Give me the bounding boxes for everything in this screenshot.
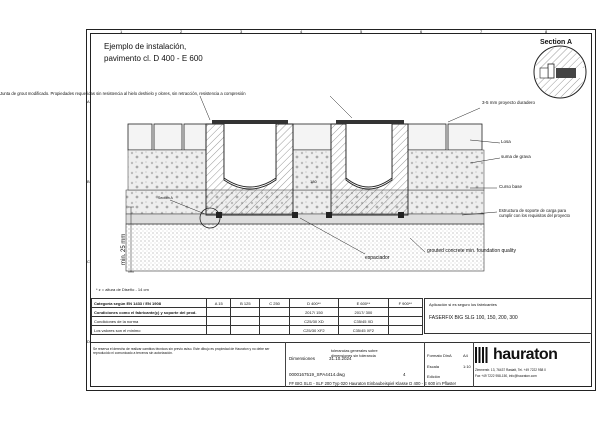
tb-date: 31.10.2024 [329, 356, 352, 361]
divider [424, 342, 425, 387]
tb-cell [388, 317, 422, 326]
tb-cell [260, 326, 289, 335]
tb-cell: E 600** [339, 299, 388, 308]
channel-left [206, 120, 293, 215]
top-note: Junta de grout modificado. Propiedades requeridas sin resistencia al hielo deshielo y olores, sin retracción, resistencia a compresión [0, 91, 246, 96]
callout-suma-grava: suma de grava [501, 154, 531, 159]
footnote: * z = altura de Diseño - 14 cm [96, 287, 149, 292]
grid-label: 7 [480, 29, 483, 34]
tb-date-label: Dimensiones [289, 356, 316, 361]
callout-losa: Losa [501, 139, 511, 144]
tb-cell: C 250 [260, 299, 289, 308]
tb-general: tolerancias generales sobre dimensiones sin tolerancia [331, 349, 378, 358]
callout-section-small: Section A [158, 196, 173, 200]
tb-scale-label: Escala [427, 364, 440, 369]
tb-cell: C35/45 XD [339, 317, 388, 326]
divider [473, 342, 474, 387]
tb-cell [207, 326, 231, 335]
tb-drawing-no: 0000167519_SPA4414.dwg [289, 372, 345, 377]
tb-cell [388, 326, 422, 335]
tb-cell: C25/30 XF2 [289, 326, 338, 335]
company-name: hauraton [493, 346, 558, 363]
callout-180: 180 [310, 179, 317, 184]
tb-cell [207, 317, 231, 326]
base-course-left [126, 190, 484, 214]
tb-disclaimer: Se reserva el derecho de realizar cambios técnicos sin previo aviso. Este dibujo es propiedad de Hauraton y no debe ser reproducido ni comunicado a terceros sin autorización. [93, 347, 270, 356]
tb-sheet: 4 [403, 372, 406, 377]
drawing-title-line1: Ejemplo de instalación, [104, 42, 187, 51]
tb-cell: 2017/ 150 [289, 308, 338, 317]
tb-edition-label: Edición [427, 374, 441, 379]
tb-cell [207, 308, 231, 317]
company-address: Zimmerstr. 13, 76437 Rastatt, Tel. +49 7222 958 0 [475, 368, 546, 372]
grid-label: 2 [180, 29, 183, 34]
logo-mark [475, 347, 489, 363]
tb-cell [260, 308, 289, 317]
tb-cell [231, 326, 260, 335]
tb-cell [260, 317, 289, 326]
tb-format-label: Formato DinA [427, 353, 452, 358]
company-contact: Fax +49 7222 958-150, info@hauraton.com [475, 374, 537, 378]
tb-cell: A 15 [207, 299, 231, 308]
tb-cell: Condiciones como el fabricante(ç) y soporte del prod. [92, 308, 207, 317]
tb-scale: 1:10 [463, 364, 471, 369]
callout-curso-base: Curso base [499, 184, 523, 189]
divider [285, 342, 286, 387]
drawing-title-line2: pavimento cl. D 400 - E 600 [104, 54, 203, 63]
tb-cell [231, 317, 260, 326]
tb-cell: D 400** [289, 299, 338, 308]
channel-right [331, 120, 408, 215]
tb-format: A4 [463, 353, 468, 358]
grid-label: 5 [360, 29, 363, 34]
tb-description: FF BIG SLG - SLF 200 Typ 020 Hauraton Einbaubeispiel Klasse D 400 - E 600 im Pflaster [289, 381, 457, 386]
tb-cell: 2017/ 300 [339, 308, 388, 317]
tb-cell: C35/45 XF2 [339, 326, 388, 335]
tb-cell [388, 308, 422, 317]
tb-cell: C25/30 XD [289, 317, 338, 326]
title-block-bottom [91, 342, 590, 388]
tb-cell: Los valores son el mínimo [92, 326, 207, 335]
title-block-categories [91, 298, 423, 335]
callout-grouted: grouted concrete min. foundation quality [427, 248, 516, 254]
title-block-right [424, 298, 592, 334]
section-a-detail [534, 46, 586, 98]
tb-cell: Categoría según EN 1433 / EN 1908 [92, 299, 207, 308]
pavers [128, 124, 484, 190]
grid-label: 4 [300, 29, 303, 34]
callout-dim: 3-5 mm proyecto duradero [482, 100, 536, 105]
tb-product: FASERFIX BIG SLG 100, 150, 200, 300 [429, 315, 518, 321]
grid-label: B [87, 179, 90, 184]
callout-estructura: Estructura de soporte de carga para cumplir con los requisitos del proyecto [499, 208, 570, 219]
grid-label: C [87, 259, 90, 264]
tb-application: Aplicación si es seguro los fabricantes [429, 302, 497, 307]
tb-cell: Condiciones de la norma [92, 317, 207, 326]
grid-label: 6 [420, 29, 423, 34]
tb-cell: F 900** [388, 299, 422, 308]
tb-cell: B 125 [231, 299, 260, 308]
grid-label: A [87, 99, 90, 104]
grid-label: 8 [545, 29, 548, 34]
callout-min-25: min. 25 mm [121, 233, 127, 265]
grid-label: D [87, 339, 90, 344]
company-logo [475, 347, 587, 363]
section-a-label: Section A [540, 39, 573, 46]
tb-cell [231, 308, 260, 317]
grid-label: 3 [240, 29, 243, 34]
grid-label: 1 [120, 29, 123, 34]
callout-espaciador: espaciador [365, 255, 390, 261]
